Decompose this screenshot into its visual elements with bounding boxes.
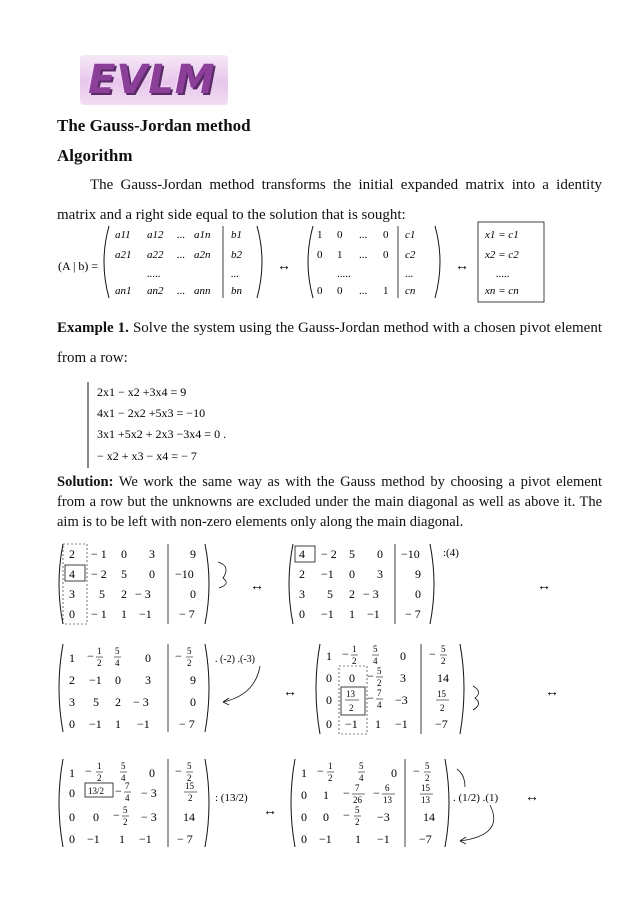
cell: 9 [190,673,196,687]
cell: 4 [359,773,364,783]
algorithm-matrix-figure [55,220,615,305]
cell: 0 [400,649,406,663]
cell: 4 [121,773,126,783]
step2-figure [55,640,615,740]
cell: ... [359,249,368,261]
arrow: ↔ [263,804,277,819]
cell: 2 [352,656,357,666]
cell: − [373,786,380,800]
swap-arrow-icon [218,562,226,588]
cell: a2n [194,249,211,261]
cell: − 7 [405,607,421,621]
cell: ... [177,249,186,261]
cell: 5 [93,695,99,709]
cell: 4 [299,547,305,561]
arrow: ↔ [525,790,539,805]
cell: − 3 [141,810,157,824]
cell: 1 [69,766,75,780]
cell: 0 [69,717,75,731]
cell: 2 [121,587,127,601]
solution-paragraph [57,472,602,532]
cell: 7 [355,783,360,793]
cell: 1 [328,761,333,771]
cell: 4 [69,567,75,581]
cell: 0 [317,249,323,261]
row-op-note-2: . (1/2) .(1) [453,792,499,804]
cell: 0 [149,567,155,581]
cell: 0 [326,717,332,731]
cell: − [175,649,182,663]
cell: 3 [400,671,406,685]
cell: − 7 [179,717,195,731]
cell: x1 = c1 [485,229,519,241]
cell: ... [359,229,368,241]
cell: 1 [317,229,323,241]
m6-cells [301,761,435,846]
cell: 5 [187,761,192,771]
cell: 0 [299,607,305,621]
cell: 5 [187,646,192,656]
cell: 0 [121,547,127,561]
m2-note: :(4) [443,547,459,559]
cell: 7 [377,688,382,698]
cell: −7 [419,832,432,846]
cell: 13 [421,795,430,805]
cell: − [342,647,349,661]
cell: 13/2 [88,786,105,796]
cell: a21 [115,249,132,261]
cell: 13 [346,689,355,699]
cell: 5 [373,644,378,654]
arrow: ↔ [455,259,469,274]
cell: 0 [69,786,75,800]
row-op-note: . (-2) .(-3) [215,654,255,665]
cell: 15 [437,689,446,699]
cell: 3 [69,587,75,601]
cell: 2 [188,793,193,803]
cell: 0 [349,567,355,581]
cell: 15 [421,783,430,793]
cell: − [343,808,350,822]
cell: 1 [375,717,381,731]
curved-arrow-icon [457,769,465,787]
cell: 0 [190,587,196,601]
cell: 5 [441,644,446,654]
cell: 0 [190,695,196,709]
cell: ... [405,268,414,280]
cell: 0 [383,249,389,261]
cell: −1 [377,832,390,846]
evlm-logo [80,55,228,105]
cell: 2 [377,678,382,688]
cell: c1 [405,229,416,241]
cell: 2 [355,817,360,827]
cell: 2 [349,587,355,601]
cell: 0 [337,285,343,297]
cell: 2 [97,658,102,668]
cell: − [367,669,374,683]
cell: − 2 [91,567,107,581]
cell: 0 [93,810,99,824]
cell: 0 [349,671,355,685]
cell: c2 [405,249,416,261]
cell: 5 [121,761,126,771]
cell: 13 [383,795,392,805]
cell: 1 [301,766,307,780]
cell: 0 [145,651,151,665]
cell: 5 [377,666,382,676]
cell: 2 [69,547,75,561]
cell: 0 [69,810,75,824]
cell: 4 [115,658,120,668]
cell: 0 [149,766,155,780]
cell: ... [177,285,186,297]
cell: 2 [349,703,354,713]
cell: −1 [321,607,334,621]
cell: 0 [301,832,307,846]
cell: x2 = c2 [485,249,519,261]
cell: 4 [377,700,382,710]
eq-row-3: 3x1 +5x2 + 2x3 −3x4 = 0 . [97,427,227,441]
logo-text: EVLM [88,57,216,103]
cell: − 3 [363,587,379,601]
cell: − [85,764,92,778]
cell: 1 [352,644,357,654]
cell: 2 [441,656,446,666]
cell: − 3 [135,587,151,601]
cell: −10 [401,547,420,561]
cell: a1n [194,229,211,241]
cell: −10 [175,567,194,581]
cell: − 1 [91,547,107,561]
cell: 0 [69,607,75,621]
example-text: Solve the system using the Gauss-Jordan method with a chosen pivot element from a row: [57,320,603,366]
eq-row-4: − x2 + x3 − x4 = − 7 [97,449,197,463]
eq-row-1: 2x1 − x2 +3x4 = 9 [97,385,187,399]
cell: 3 [145,673,151,687]
system-rows [97,385,226,463]
cell: 0 [391,766,397,780]
cell: 5 [349,547,355,561]
cell: 2 [123,817,128,827]
cell: 0 [301,810,307,824]
m1-cells [69,547,196,621]
cell: − 3 [141,786,157,800]
m2-cells [299,547,421,621]
cell: 9 [190,547,196,561]
cell: − [113,808,120,822]
cell: 9 [415,567,421,581]
cell: −1 [395,717,408,731]
cell: 14 [183,810,195,824]
cell: 26 [353,795,362,805]
cell: 1 [355,832,361,846]
cell: − [343,786,350,800]
cell: −1 [321,567,334,581]
cell: 4 [125,793,130,803]
cell: 4 [373,656,378,666]
cell: −1 [89,673,102,687]
cell: 5 [115,646,120,656]
eq-row-2: 4x1 − 2x2 +5x3 = −10 [97,406,206,420]
cell: 0 [317,285,323,297]
cell: −1 [139,832,152,846]
cell: − 7 [179,607,195,621]
cell: 3 [69,695,75,709]
cell: 5 [327,587,333,601]
cell: an1 [115,285,132,297]
step1-figure [55,540,615,630]
cell: 14 [423,810,435,824]
cell: −3 [377,810,390,824]
cell: 5 [359,761,364,771]
cell: − [317,764,324,778]
cell: 0 [415,587,421,601]
cell: − [413,764,420,778]
cell: 0 [69,832,75,846]
arrow: ↔ [283,685,297,700]
cell: xn = cn [485,285,519,297]
matrix-lhs: (A | b) = [58,259,99,273]
cell: −1 [319,832,332,846]
cell: 5 [355,805,360,815]
cell: 15 [185,781,194,791]
cell: 0 [326,671,332,685]
example-paragraph [57,313,602,373]
cell: bn [231,285,242,297]
cell: −1 [139,607,152,621]
cell: 1 [97,761,102,771]
cell: − 3 [133,695,149,709]
cell: 5 [123,805,128,815]
cell: − [87,649,94,663]
cell: 2 [440,703,445,713]
cell: 1 [337,249,343,261]
cell: 5 [99,587,105,601]
cell: −1 [367,607,380,621]
cell: 5 [121,567,127,581]
divide-note: : (13/2) [215,792,248,804]
cell: 1 [383,285,389,297]
cell: 5 [425,761,430,771]
cell: an2 [147,285,164,297]
cell: − [115,784,122,798]
cell: 2 [328,773,333,783]
cell: ... [231,268,240,280]
cell: b1 [231,229,242,241]
cell: 3 [149,547,155,561]
cell: 0 [383,229,389,241]
cell: 1 [326,649,332,663]
cell: 2 [69,673,75,687]
solution-text: We work the same way as with the Gauss method by choosing a pivot element from a row but the unknowns are excluded under the main diagonal as well as above it. The aim is to be left with non-zero elements only along the main diagonal. [57,474,602,530]
cell: − [429,647,436,661]
cell: 2 [425,773,430,783]
curved-arrow-icon [460,805,494,841]
solution-cells [484,229,519,297]
cell: 1 [97,646,102,656]
cell: ann [194,285,211,297]
cell: a11 [115,229,131,241]
step3-figure [55,755,615,855]
m3-cells [69,646,196,731]
arrow: ↔ [537,579,551,594]
equation-system [85,380,325,470]
arrow: ↔ [250,579,264,594]
arrow: ↔ [277,259,291,274]
cell: 7 [125,781,130,791]
cell: ... [177,229,186,241]
cell: −1 [89,717,102,731]
cell: 0 [326,693,332,707]
cell: 1 [119,832,125,846]
cell: a12 [147,229,164,241]
swap-arrow-icon [473,686,479,710]
cell: −1 [137,717,150,731]
cell: 0 [115,673,121,687]
cell: ... [359,285,368,297]
cell: a22 [147,249,164,261]
arrow: ↔ [545,685,559,700]
cell: 1 [69,651,75,665]
cell: b2 [231,249,242,261]
cell: 0 [301,788,307,802]
cell: 2 [299,567,305,581]
cell: 2 [187,773,192,783]
cell: − 1 [91,607,107,621]
cell: −7 [435,717,448,731]
cell: 0 [337,229,343,241]
cell: ..... [496,268,510,280]
cell: 6 [385,783,390,793]
solution-label: Solution: [57,474,114,490]
cell: ..... [147,268,161,280]
algorithm-heading: Algorithm [57,146,133,165]
curved-arrow-icon [223,666,260,702]
cell: 3 [299,587,305,601]
m4-cells [326,644,449,731]
cell: 2 [97,773,102,783]
cell: 1 [349,607,355,621]
cell: −3 [395,693,408,707]
cell: 1 [323,788,329,802]
cell: 1 [121,607,127,621]
m5-cells [69,761,197,846]
cell: 3 [377,567,383,581]
cell: −1 [345,717,358,731]
cell: − [367,691,374,705]
algorithm-text: The Gauss-Jordan method transforms the initial expanded matrix into a identity matrix and a right side equal to the solution that is sought: [57,177,602,223]
cell: ..... [337,268,351,280]
cell: 0 [323,810,329,824]
cell: cn [405,285,416,297]
cell: 2 [115,695,121,709]
cell: 14 [437,671,449,685]
page-title: The Gauss-Jordan method [57,116,251,135]
cell: − 7 [177,832,193,846]
example-label: Example 1. [57,320,129,336]
cell: 1 [115,717,121,731]
cell: − [175,764,182,778]
cell: 0 [377,547,383,561]
cell: 2 [187,658,192,668]
matrix-i-cells [317,229,416,297]
cell: −1 [87,832,100,846]
cell: − 2 [321,547,337,561]
